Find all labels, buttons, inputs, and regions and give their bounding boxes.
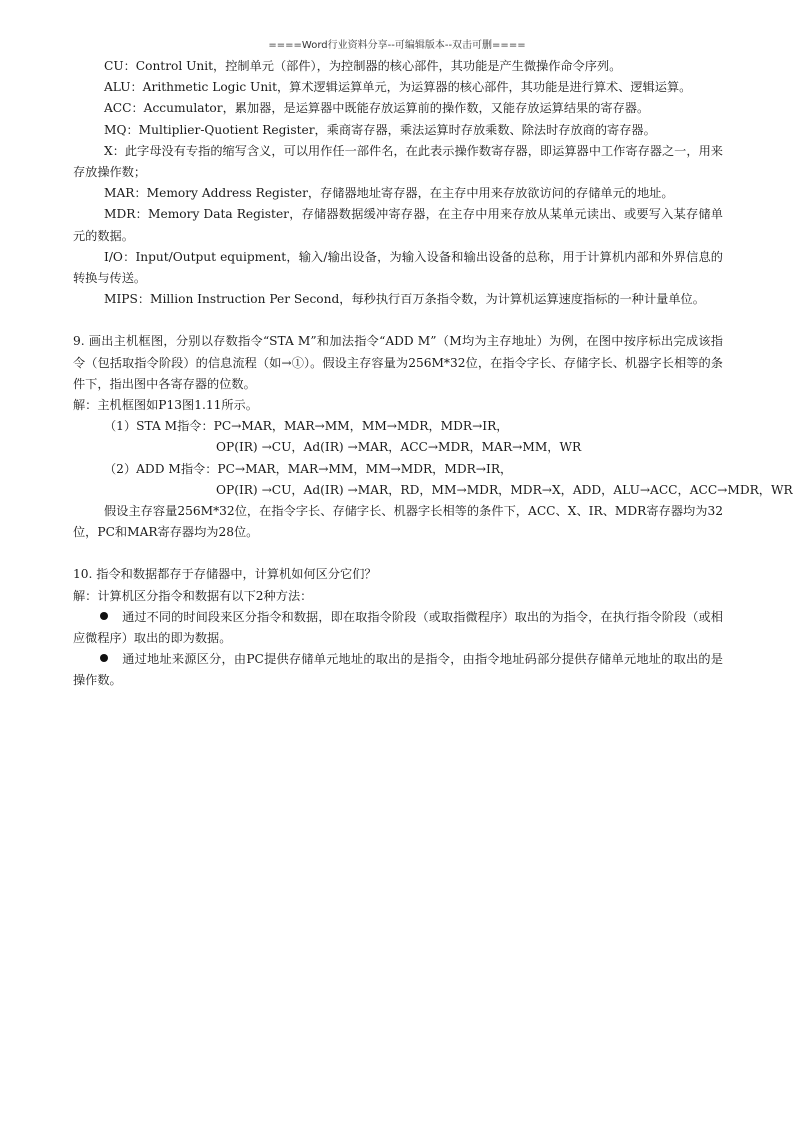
- q10-question: 10. 指令和数据都存于存储器中，计算机如何区分它们？: [73, 567, 377, 582]
- bullet-icon: [100, 612, 108, 620]
- q9-question: 9. 画出主机框图，分别以存数指令“STA M”和加法指令“ADD M”（M均为主存地址）为例，在图中按序标出完成该指令（包括取指令阶段）的信息流程（如→①）。假设主存容量为256M*32位，在指令字长、存储字长、机器字长相等的条件下，指出图中各寄存器的位数。: [73, 334, 723, 391]
- q10-bullet-2: [73, 649, 723, 691]
- def-alu: ALU：Arithmetic Logic Unit，算术逻辑运算单元，为运算器的核心部件，其功能是进行算术、逻辑运算。: [104, 80, 692, 95]
- def-cu: CU：Control Unit，控制单元（部件），为控制器的核心部件，其功能是产生微操作命令序列。: [104, 59, 622, 73]
- q9-add-line1: （2）ADD M指令：PC→MAR，MAR→MM，MM→MDR，MDR→IR，: [104, 461, 513, 476]
- q9-sta-line2: OP(IR) →CU，Ad(IR) →MAR，ACC→MDR，MAR→MM，WR: [216, 440, 582, 455]
- document-body: [73, 56, 793, 692]
- spacer: [73, 310, 723, 331]
- def-mar: MAR：Memory Address Register，存储器地址寄存器，在主存中用来存放欲访问的存储单元的地址。: [104, 186, 674, 201]
- q9-conclusion: 假设主存容量256M*32位，在指令字长、存储字长、机器字长相等的条件下，ACC、X、IR、MDR寄存器均为32位，PC和MAR寄存器均为28位。: [73, 504, 723, 540]
- q10-bullet-1-text: 通过不同的时间段来区分指令和数据，即在取指令阶段（或取指微程序）取出的为指令，在执行指令阶段（或相应微程序）取出的即为数据。: [73, 609, 723, 646]
- q10-bullet-1: [73, 607, 723, 649]
- q9-add-line2: OP(IR) →CU，Ad(IR) →MAR，RD，MM→MDR，MDR→X，ADD，ALU→ACC，ACC→MDR，WR: [216, 482, 793, 497]
- bullet-icon: [100, 654, 108, 662]
- def-x: X：此字母没有专指的缩写含义，可以用作任一部件名，在此表示操作数寄存器，即运算器中工作寄存器之一，用来存放操作数；: [73, 143, 723, 180]
- q9-sta-line1: （1）STA M指令：PC→MAR，MAR→MM，MM→MDR，MDR→IR，: [104, 419, 509, 434]
- q10-answer: 解：计算机区分指令和数据有以下2种方法：: [73, 588, 313, 603]
- q10-bullet-2-text: 通过地址来源区分，由PC提供存储单元地址的取出的是指令，由指令地址码部分提供存储单元地址的取出的是操作数。: [73, 652, 723, 688]
- def-acc: ACC：Accumulator，累加器，是运算器中既能存放运算前的操作数，又能存放运算结果的寄存器。: [104, 101, 650, 116]
- page-header: ====Word行业资料分享--可编辑版本--双击可删====: [268, 40, 526, 51]
- def-mips: MIPS：Million Instruction Per Second，每秒执行百万条指令数，为计算机运算速度指标的一种计量单位。: [104, 292, 705, 307]
- def-io: I/O：Input/Output equipment，输入/输出设备，为输入设备和输出设备的总称，用于计算机内部和外界信息的转换与传送。: [73, 249, 723, 286]
- spacer: [73, 543, 723, 564]
- q9-answer: 解：主机框图如P13图1.11所示。: [73, 398, 258, 413]
- def-mq: MQ：Multiplier-Quotient Register，乘商寄存器，乘法运算时存放乘数、除法时存放商的寄存器。: [104, 122, 656, 137]
- def-mdr: MDR：Memory Data Register，存储器数据缓冲寄存器，在主存中用来存放从某单元读出、或要写入某存储单元的数据。: [73, 207, 723, 243]
